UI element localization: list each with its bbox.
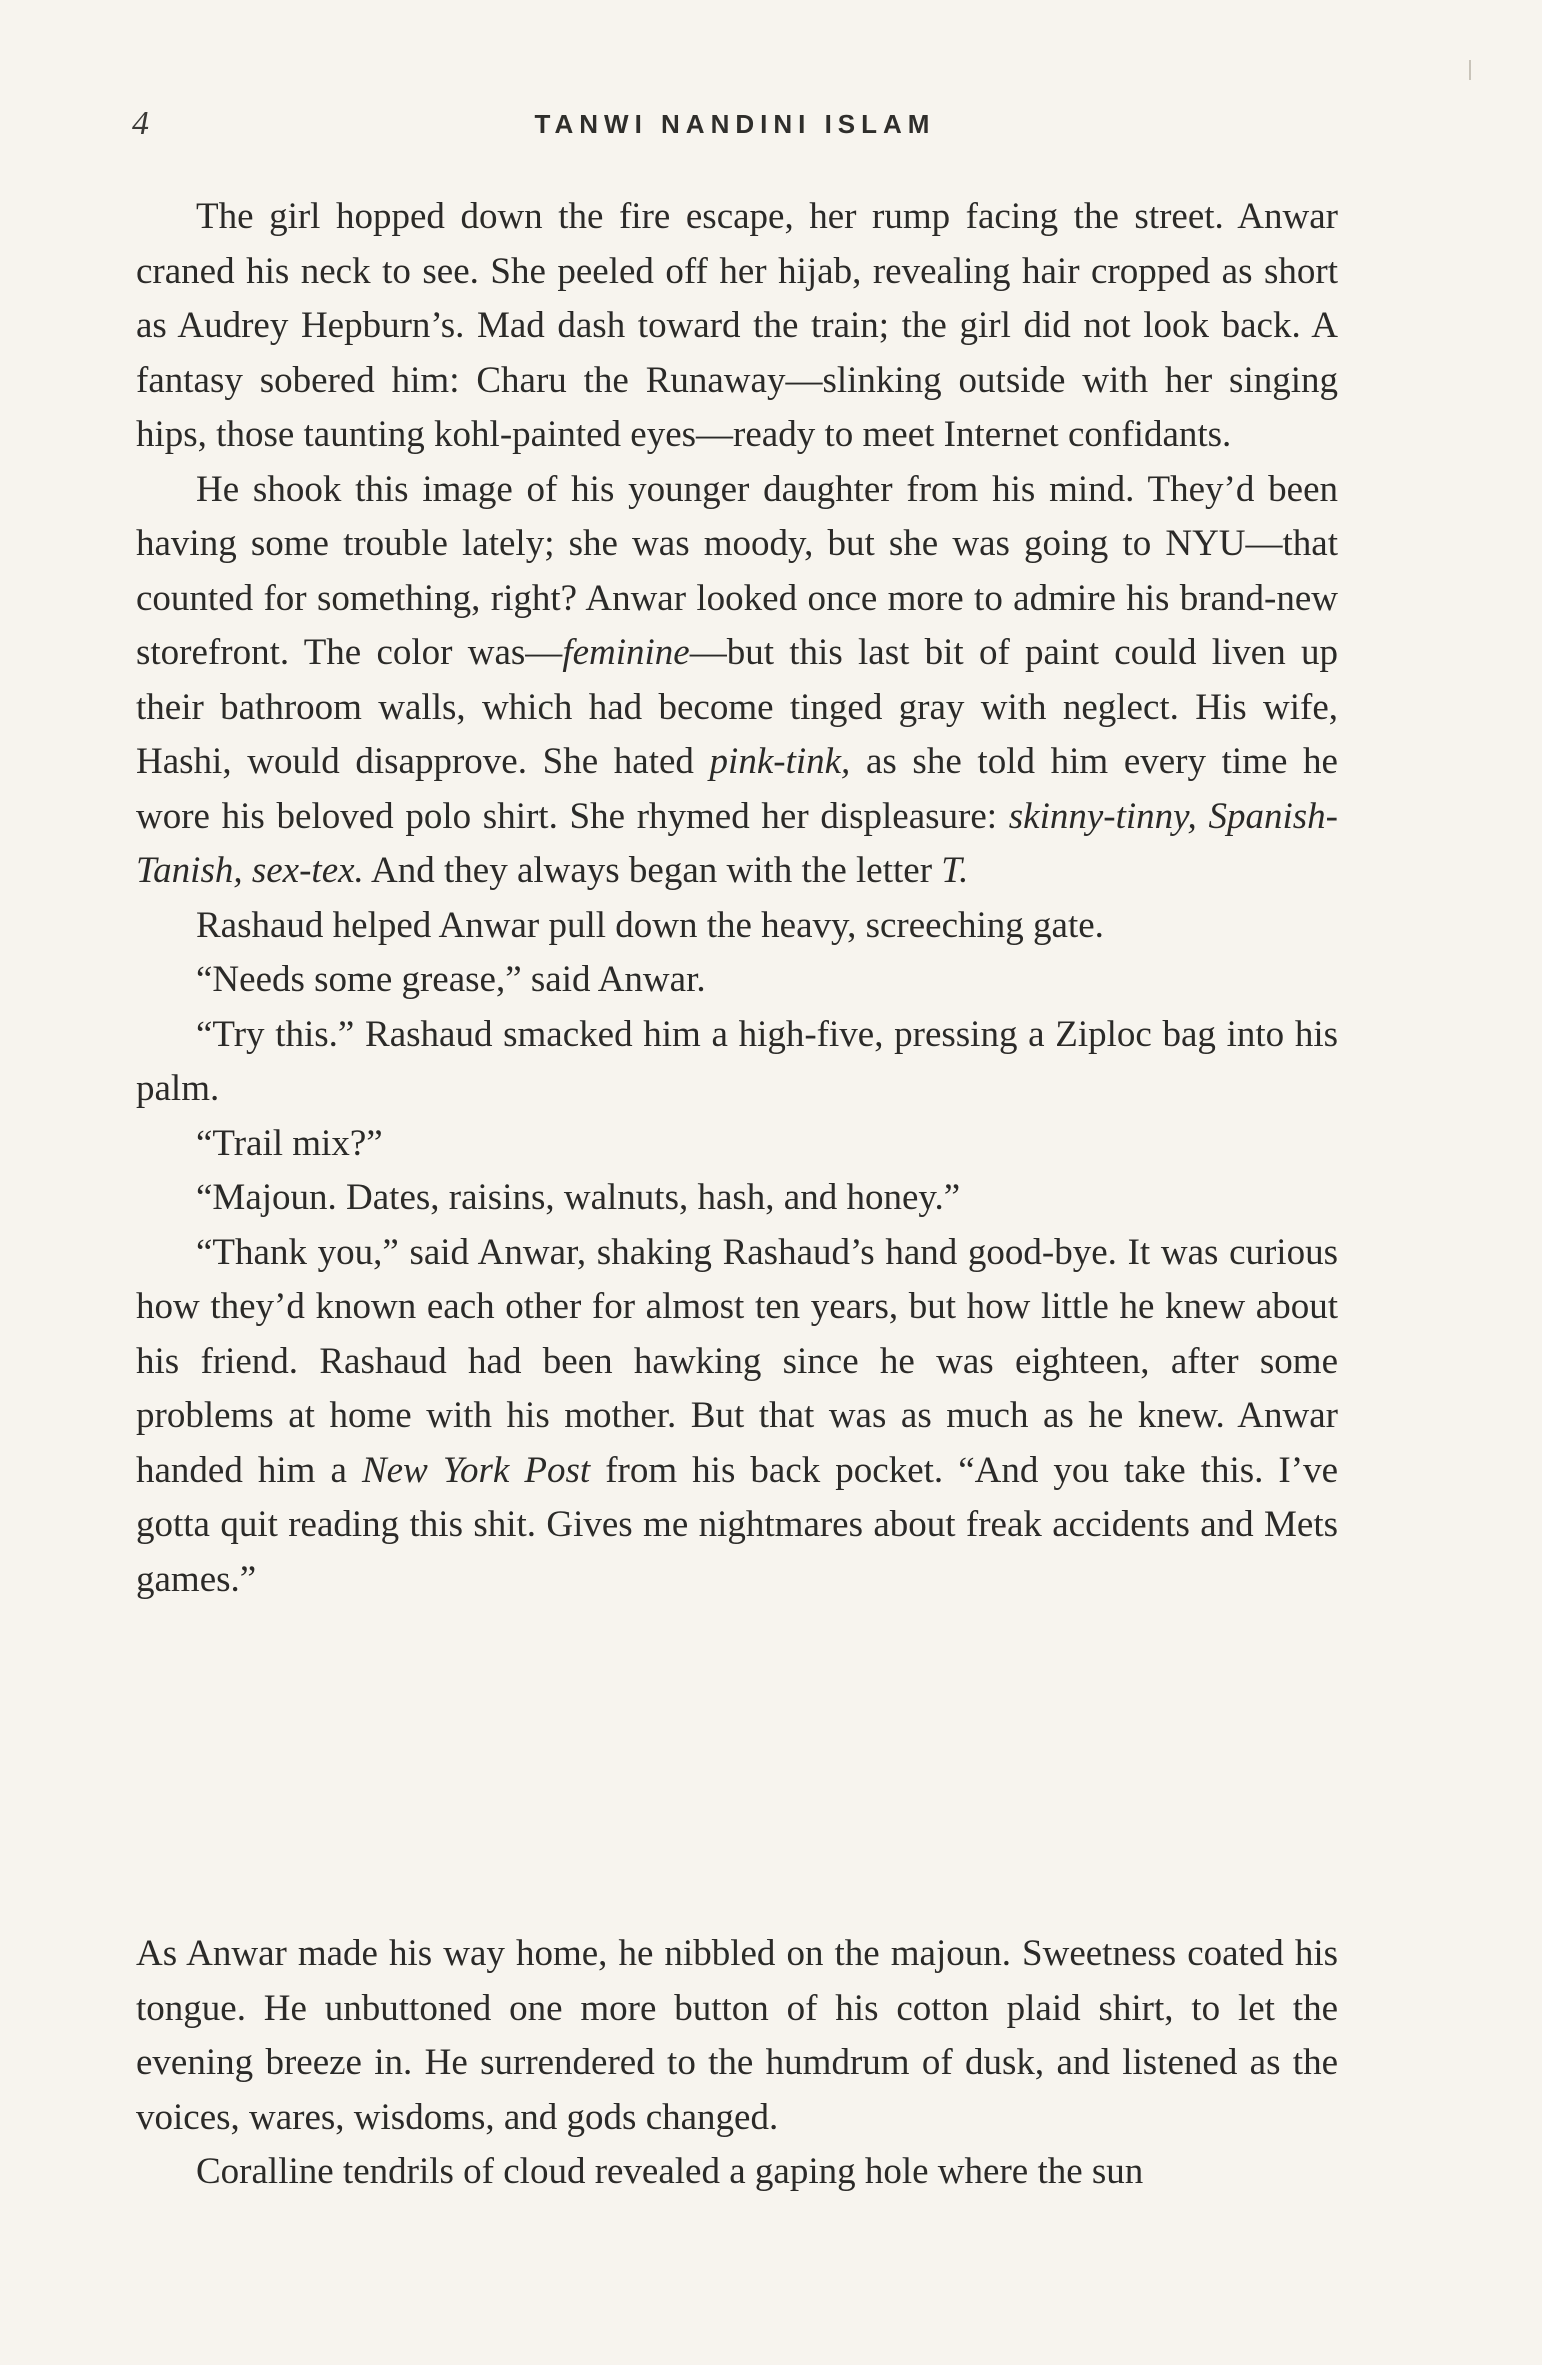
paragraph: As Anwar made his way home, he nibbled on the majoun. Sweetness coated his tongue. He unbuttoned one more button of his cotton plaid shirt, to let the evening breeze in. He surrendered to the humdrum of dusk, and listened as the voices, wares, wisdoms, and gods changed.	[136, 1933, 1338, 2138]
text-run: “Thank you,” said Anwar, shaking Rashaud’s hand good-bye. It was curious how they’d known each other for almost ten years, but how little he knew about his friend. Rashaud had been hawking since he was eighteen, after some problems at home with his mother. But that was as much as he knew. Anwar handed him a	[136, 1231, 1338, 1491]
scan-mark	[1469, 60, 1471, 80]
page-number: 4	[132, 105, 149, 142]
text-run: —but this last bit of paint could liven up their bathroom walls, which had become tinged gray with neglect. His wife, Hashi, would disapprove. She hated	[136, 632, 1338, 782]
paragraph: Rashaud helped Anwar pull down the heavy, screeching gate.	[196, 904, 1104, 946]
paragraph: Coralline tendrils of cloud revealed a gaping hole where the sun	[196, 2151, 1144, 2192]
paragraph: “Trail mix?”	[196, 1122, 383, 1164]
text-run: He shook this image of his younger daughter from his mind. They’d been having some trouble lately; she was moody, but she was going to NYU—that counted for something, right? Anwar looked once more to admire his brand-new storefront. The color was—	[136, 468, 1338, 673]
text-run: from his back pocket. “And you take this. I’ve gotta quit reading this shit. Gives me nightmares about freak accidents and Mets games.”	[136, 1449, 1338, 1600]
text-run: as she told him every time he wore his beloved polo shirt. She rhymed her displeasure:	[136, 741, 1338, 837]
italic-text: pink-tink,	[709, 741, 851, 782]
text-run: And they always began with the letter	[363, 850, 942, 891]
paragraph: “Needs some grease,” said Anwar.	[196, 959, 706, 1000]
paragraph: The girl hopped down the fire escape, her rump facing the street. Anwar craned his neck to see. She peeled off her hijab, revealing hair cropped as short as Audrey Hepburn’s. Mad dash toward the train; the girl did not look back. A fantasy sobered him: Charu the Runaway—slinking outside with her singing hips, those taunting kohl-painted eyes—ready to meet Internet confidants.	[136, 196, 1338, 455]
body-text-section-1	[136, 190, 1338, 1607]
italic-text: T.	[941, 850, 969, 891]
italic-text: New York Post	[361, 1449, 591, 1491]
body-text-section-2	[136, 1927, 1338, 2200]
italic-text: skinny-tinny, Spanish-Tanish, sex-tex.	[136, 795, 1338, 891]
italic-text: feminine	[562, 632, 690, 673]
paragraph	[136, 1226, 1338, 1608]
paragraph	[136, 463, 1338, 899]
paragraph: “Majoun. Dates, raisins, walnuts, hash, and honey.”	[196, 1177, 961, 1218]
page-header	[130, 100, 1340, 150]
running-head-author: TANWI NANDINI ISLAM	[534, 109, 936, 139]
paragraph: “Try this.” Rashaud smacked him a high-five, pressing a Ziploc bag into his palm.	[136, 1013, 1338, 1109]
